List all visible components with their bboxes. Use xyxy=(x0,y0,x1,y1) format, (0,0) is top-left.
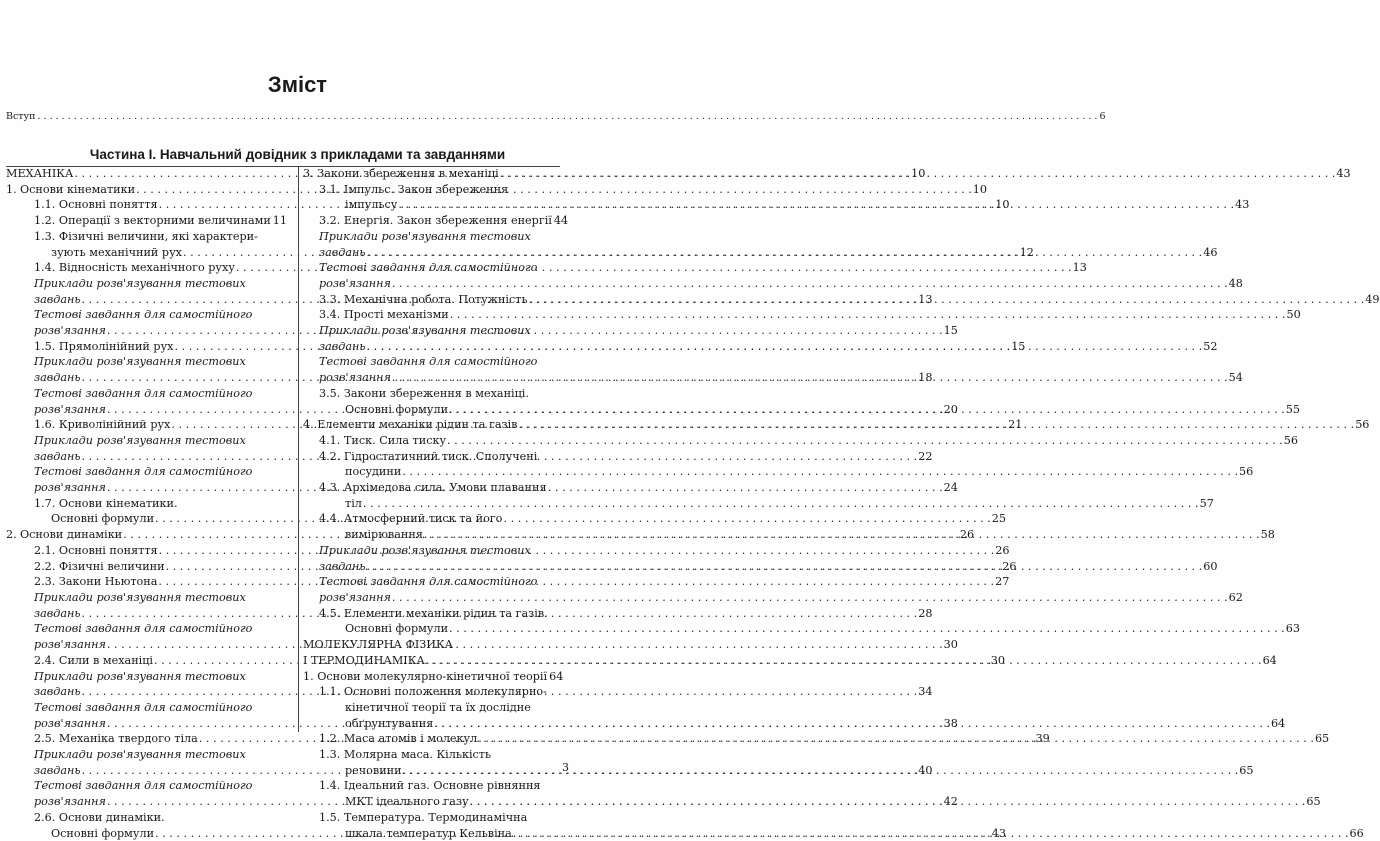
toc-line: Тестові завдання для самостійного xyxy=(34,622,253,636)
toc-entry-page: 24 xyxy=(943,481,958,495)
toc-entry-label: 1.2. Маса атомів і молекул xyxy=(319,732,478,746)
toc-entry-label: 1.6. Криволінійний рух xyxy=(34,418,171,432)
leader-dots xyxy=(424,527,1260,543)
toc-entry-label: завдань xyxy=(34,606,81,620)
toc-line: 4.5. Елементи механіки рідин та газів. xyxy=(319,606,548,620)
toc-entry-number: 2. xyxy=(6,528,17,542)
toc-entry-page: 38 xyxy=(943,716,958,730)
toc-entry[interactable] xyxy=(299,669,564,685)
toc-entry-page: 18 xyxy=(918,371,933,385)
toc-line: Приклади розв'язування тестових xyxy=(34,433,246,447)
toc-entry[interactable] xyxy=(299,464,1254,480)
toc-entry-page: 30 xyxy=(943,638,958,652)
toc-entry[interactable] xyxy=(6,213,288,229)
toc-line: Тестові завдання для самостійного xyxy=(319,355,538,369)
toc-line: Тестові завдання для самостійного xyxy=(34,465,253,479)
toc-entry-label: 1.1. Основні поняття xyxy=(34,198,158,212)
toc-entry-label: завдань xyxy=(319,339,366,353)
toc-entry-label: завдань xyxy=(319,559,366,573)
toc-entry-page: 13 xyxy=(918,292,933,306)
toc-entry-page: 39 xyxy=(1035,732,1050,746)
toc-entry-label: Основні формули xyxy=(51,826,155,840)
toc-entry-label: розв'язання xyxy=(34,716,106,730)
toc-entry-page: 43 xyxy=(1336,167,1351,180)
toc-entry-page: 30 xyxy=(990,653,1005,667)
toc-entry-page: 22 xyxy=(918,449,933,463)
toc-entry-label: завдань xyxy=(34,371,81,385)
toc-entry-page: 26 xyxy=(959,528,975,542)
toc-entry-label: вимірювання xyxy=(345,528,423,542)
toc-entry-page: 21 xyxy=(1008,418,1023,432)
toc-entry-page: 6 xyxy=(1099,111,1106,122)
toc-entry-label: завдань xyxy=(34,685,81,699)
leader-dots xyxy=(434,716,1270,732)
toc-entry-label: 2.5. Механіка твердого тіла xyxy=(34,732,198,746)
toc-entry-page: 64 xyxy=(549,669,564,683)
toc-entry-page: 64 xyxy=(1271,716,1286,730)
toc-entry-label: 2.1. Основні поняття xyxy=(34,543,158,557)
toc-entry-page: 46 xyxy=(1203,245,1218,259)
toc-line: Тестові завдання для самостійного xyxy=(319,575,538,589)
toc-entry-page: 12 xyxy=(1019,245,1034,259)
toc-entry-page: 15 xyxy=(943,324,958,338)
toc-entry-page: 26 xyxy=(1002,559,1017,573)
toc-entry-label: МКТ ідеального газу xyxy=(345,795,469,809)
leader-dots xyxy=(513,826,1349,841)
toc-entry-page: 15 xyxy=(1011,339,1026,353)
toc-entry-label: 3.2. Енергія. Закон збереження енергії xyxy=(319,214,552,228)
toc-line: Приклади розв'язування тестових xyxy=(319,543,531,557)
toc-entry-number: 1. xyxy=(6,182,17,196)
toc-line: 1.1. Основні положення молекулярно- xyxy=(319,685,547,699)
toc-entry-page: 48 xyxy=(1228,276,1243,290)
page-title: Зміст xyxy=(267,72,328,97)
toc-entry-page: 44 xyxy=(553,214,569,228)
toc-entry-page: 49 xyxy=(1365,292,1380,306)
toc-entry-label: МЕХАНІКА xyxy=(6,167,74,180)
toc-entry-page: 10 xyxy=(972,182,988,196)
toc-line: 1.3. Фізичні величини, які характери- xyxy=(34,229,258,243)
leader-dots: . . . . . . . . . . . . . . . . . . . . . . . . . . . . . . . . . . . . . . . . . . . . . . . . . . . . . . . . . . . . . . . . . . . . . . . . . . . . . . . . . . . . . . . . . . . . . . . . . . . . . . . . . . . . . . . . . . . . . . . . . . . . . . . . . . . . . . . . . . . . . . . . . . . . . . . . . . . . . . . . . . . . . . . . . . . . . . . . xyxy=(37,111,1098,122)
toc-entry-label: 4. Елементи механіки рідин та газів xyxy=(303,418,518,432)
toc-line: Тестові завдання для самостійного xyxy=(34,308,253,322)
toc-entry-page: 25 xyxy=(991,512,1006,526)
toc-entry-label: 3.4. Прості механізми xyxy=(319,308,449,322)
leader-dots xyxy=(159,543,995,559)
toc-entry-label: розв'язання xyxy=(319,371,391,385)
toc-entry-label: І ТЕРМОДИНАМІКА xyxy=(303,653,425,667)
toc-entry[interactable] xyxy=(299,213,569,229)
toc-entry-page: 60 xyxy=(1203,559,1218,573)
toc-entry-label: завдань xyxy=(34,449,81,463)
leader-dots xyxy=(449,621,1285,637)
toc-entry-label: розв'язання xyxy=(34,638,106,652)
leader-dots xyxy=(518,417,1354,433)
toc-entry-page: 65 xyxy=(1314,732,1330,746)
toc-entry-page: 10 xyxy=(911,167,926,180)
toc-line: Тестові завдання для самостійного xyxy=(319,261,538,275)
toc-line: 1.5. Температура. Термодинамічна xyxy=(319,810,528,824)
toc-line: Приклади розв'язування тестових xyxy=(34,590,246,604)
toc-line: Приклади розв'язування тестових xyxy=(34,355,246,369)
toc-entry-label: Вступ xyxy=(6,111,36,122)
toc-entry-label: розв'язання xyxy=(319,590,391,604)
toc-entry-page: 43 xyxy=(991,826,1006,840)
toc-entry-page: 56 xyxy=(1283,433,1298,447)
toc-line: кінетичної теорії та їх дослідне xyxy=(345,700,531,714)
toc-entry-label: обґрунтування xyxy=(345,716,434,730)
toc-entry[interactable] xyxy=(299,496,1214,512)
toc-entry-page: 63 xyxy=(1285,622,1300,636)
leader-dots xyxy=(367,245,1203,261)
toc-entry-label: Основи кінематики xyxy=(20,182,136,196)
toc-entry-label: 3.3. Механічна робота. Потужність xyxy=(319,292,528,306)
leader-dots xyxy=(403,763,1239,779)
toc-line: 4.2. Гідростатичний тиск. Сполучені xyxy=(319,449,538,463)
toc-entry-page: 58 xyxy=(1260,528,1275,542)
leader-dots xyxy=(392,276,1228,292)
toc-line: Приклади розв'язування тестових xyxy=(319,324,531,338)
toc-entry-page: 43 xyxy=(1235,198,1250,212)
toc-entry-label: речовини xyxy=(345,763,402,777)
leader-dots xyxy=(392,590,1228,606)
toc-entry-page: 65 xyxy=(1239,763,1254,777)
toc-entry-label: завдань xyxy=(319,245,366,259)
toc-entry-label: 1.5. Прямолінійний рух xyxy=(34,339,174,353)
toc-entry[interactable] xyxy=(299,621,1300,637)
toc-line: 1.3. Молярна маса. Кількість xyxy=(319,748,492,762)
page-number: 3 xyxy=(562,761,569,774)
toc-line: Приклади розв'язування тестових xyxy=(319,229,531,243)
toc-entry-page: 40 xyxy=(918,763,933,777)
toc-entry-page: 10 xyxy=(995,198,1010,212)
toc-line: 4.4. Атмосферний тиск та його xyxy=(319,512,503,526)
toc-entry[interactable] xyxy=(299,276,1243,292)
toc-entry-label: імпульсу xyxy=(345,198,398,212)
leader-dots xyxy=(158,574,994,590)
toc-entry-page: 42 xyxy=(943,795,958,809)
toc-line: 3.5. Закони збереження в механіці. xyxy=(319,386,529,400)
toc-entry-page: 56 xyxy=(1355,418,1370,432)
toc-entry[interactable] xyxy=(299,590,1243,606)
toc-entry-label: 1.2. Операції з векторними величинами xyxy=(34,214,271,228)
toc-entry-label: 4.1. Тиск. Сила тиску xyxy=(319,433,447,447)
leader-dots xyxy=(470,794,1306,810)
toc-entry-label: Основні формули xyxy=(345,402,449,416)
toc-entry-page: 52 xyxy=(1203,339,1218,353)
toc-line: Приклади розв'язування тестових xyxy=(34,669,246,683)
leader-dots xyxy=(529,292,1365,308)
toc-line: Приклади розв'язування тестових xyxy=(34,748,246,762)
toc-entry-page: 34 xyxy=(918,685,933,699)
toc-line: 1.4. Ідеальний газ. Основне рівняння xyxy=(319,779,541,793)
toc-line: Тестові завдання для самостійного xyxy=(34,700,253,714)
toc-entry-label: розв'язання xyxy=(34,481,106,495)
toc-entry-label: 1. Основи молекулярно-кінетичної теорії xyxy=(303,669,548,683)
toc-entry-label: Основи динаміки xyxy=(20,528,123,542)
leader-dots xyxy=(363,496,1199,512)
toc-entry-page: 64 xyxy=(1262,653,1277,667)
toc-entry-label: 2.4. Сили в механіці xyxy=(34,653,154,667)
toc-entry-page: 13 xyxy=(1072,261,1087,275)
leader-dots xyxy=(449,402,1285,418)
toc-entry-label: тіл xyxy=(345,496,362,510)
toc-entry-page: 54 xyxy=(1228,371,1243,385)
toc-line: Тестові завдання для самостійного xyxy=(34,386,253,400)
toc-line: Тестові завдання для самостійного xyxy=(34,779,253,793)
toc-entry-label: розв'язання xyxy=(34,324,106,338)
leader-dots xyxy=(426,653,1262,669)
toc-line: 4.3. Архімедова сила. Умови плавання xyxy=(319,481,547,495)
leader-dots xyxy=(500,166,1336,182)
toc-line: МОЛЕКУЛЯРНА ФІЗИКА xyxy=(303,638,454,652)
leader-dots xyxy=(447,433,1283,449)
toc-entry-page: 56 xyxy=(1239,465,1254,479)
toc-entry-page: 50 xyxy=(1286,308,1301,322)
toc-entry-label: Основні формули xyxy=(51,512,155,526)
toc-entry-page: 66 xyxy=(1349,826,1364,840)
toc-line: Приклади розв'язування тестових xyxy=(34,276,246,290)
toc-entry-label: розв'язання xyxy=(34,402,106,416)
toc-entry-page: 27 xyxy=(995,575,1010,589)
toc-entry-label: розв'язання xyxy=(34,795,106,809)
part-title: Частина І. Навчальний довідник з прикладами та завданнями xyxy=(89,147,506,162)
leader-dots xyxy=(450,307,1286,323)
leader-dots xyxy=(398,197,1234,213)
leader-dots xyxy=(478,731,1314,747)
toc-entry-page: 26 xyxy=(995,543,1010,557)
leader-dots xyxy=(392,370,1228,386)
toc-entry-page: 62 xyxy=(1228,590,1243,604)
toc-entry-page: 57 xyxy=(1199,496,1214,510)
toc-entry-label: Основні формули xyxy=(345,622,449,636)
leader-dots xyxy=(402,464,1238,480)
leader-dots xyxy=(367,339,1203,355)
toc-entry-page: 65 xyxy=(1306,795,1321,809)
toc-entry[interactable] xyxy=(299,307,1301,323)
toc-entry-page: 55 xyxy=(1285,402,1300,416)
toc-entry-label: розв'язання xyxy=(319,276,391,290)
toc-line: 3.1. Імпульс. Закон збереження xyxy=(319,182,509,196)
toc-line: 1.7. Основи кінематики. xyxy=(34,496,178,510)
toc-entry[interactable] xyxy=(299,433,1298,449)
toc-entry-page: 28 xyxy=(918,606,933,620)
toc-entry-label: завдань xyxy=(34,763,81,777)
leader-dots xyxy=(367,559,1203,575)
toc-entry-label: посудини xyxy=(345,465,402,479)
leader-dots xyxy=(155,511,991,527)
toc-entry-label: зують механічний рух xyxy=(51,245,182,259)
toc-entry-intro[interactable] xyxy=(6,111,1106,122)
toc-entry-label: 1.4. Відносність механічного руху xyxy=(34,261,235,275)
toc-entry-label: завдань xyxy=(34,292,81,306)
toc-entry-page: 11 xyxy=(272,214,288,228)
toc-entry-label: 2.3. Закони Ньютона xyxy=(34,575,158,589)
toc-line: 2.6. Основи динаміки. xyxy=(34,810,165,824)
toc-entry-label: 2.2. Фізичні величини xyxy=(34,559,165,573)
toc-entry-label: 3. Закони збереження в механіці xyxy=(303,167,499,180)
toc-entry-label: шкала температур Кельвіна xyxy=(345,826,512,840)
toc-entry-page: 20 xyxy=(943,402,958,416)
